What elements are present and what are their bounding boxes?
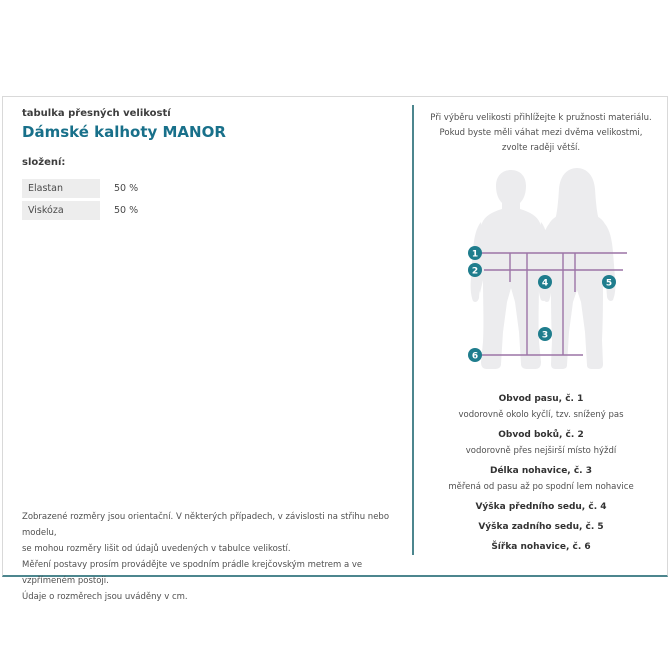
advice-line: Při výběru velikosti přihlížejte k pružnosti materiálu. bbox=[430, 113, 652, 123]
measure-marker-4 bbox=[538, 275, 552, 289]
legend-title: Délka nohavice, č. 3 bbox=[489, 466, 592, 476]
legend-item bbox=[413, 499, 669, 515]
legend-item bbox=[413, 427, 669, 459]
measure-marker-3 bbox=[538, 327, 552, 341]
measure-marker-6 bbox=[468, 348, 482, 362]
advice-line: Pokud byste měli váhat mezi dvěma velikostmi, bbox=[439, 128, 643, 138]
disclaimer-line: Zobrazené rozměry jsou orientační. V některých případech, v závislosti na střihu nebo modelu, bbox=[22, 512, 390, 538]
advice-line: zvolte raději větší. bbox=[501, 143, 581, 153]
legend-item bbox=[413, 539, 669, 555]
disclaimer-line: se mohou rozměry lišit od údajů uvedených v tabulce velikostí. bbox=[22, 544, 291, 554]
table-row bbox=[22, 201, 322, 220]
disclaimer-line: Údaje o rozměrech jsou uváděny v cm. bbox=[22, 592, 188, 602]
size-chart-panel bbox=[2, 96, 668, 602]
legend-title: Výška předního sedu, č. 4 bbox=[475, 502, 607, 512]
svg-text:5: 5 bbox=[605, 278, 613, 289]
svg-text:3: 3 bbox=[541, 330, 549, 341]
legend-desc: měřená od pasu až po spodní lem nohavice bbox=[448, 482, 634, 492]
legend-item bbox=[413, 463, 669, 495]
legend-desc: vodorovně přes nejširší místo hýždí bbox=[465, 446, 617, 456]
measurement-disclaimer bbox=[22, 509, 407, 605]
sizing-advice bbox=[415, 111, 667, 156]
measure-marker-2 bbox=[468, 263, 482, 277]
measure-marker-1 bbox=[468, 246, 482, 260]
legend-item bbox=[413, 519, 669, 535]
legend-desc: vodorovně okolo kyčlí, tzv. snížený pas bbox=[458, 410, 624, 420]
material-name-cell: Viskóza bbox=[22, 201, 100, 220]
product-title: Dámské kalhoty MANOR bbox=[22, 123, 226, 141]
material-percent-cell: 50 % bbox=[114, 205, 139, 216]
legend-title: Šířka nohavice, č. 6 bbox=[491, 542, 591, 552]
svg-text:1: 1 bbox=[471, 249, 479, 260]
material-percent-cell: 50 % bbox=[114, 183, 139, 194]
legend-title: Obvod pasu, č. 1 bbox=[498, 394, 584, 404]
measure-marker-5 bbox=[602, 275, 616, 289]
svg-text:4: 4 bbox=[541, 278, 549, 289]
composition-table bbox=[22, 179, 322, 223]
legend-item bbox=[413, 391, 669, 423]
legend-title: Obvod boků, č. 2 bbox=[498, 430, 584, 440]
svg-text:2: 2 bbox=[471, 266, 479, 277]
legend-title: Výška zadního sedu, č. 5 bbox=[478, 522, 604, 532]
composition-label: složení: bbox=[22, 157, 66, 168]
table-row bbox=[22, 179, 322, 198]
material-name-cell: Elastan bbox=[22, 179, 100, 198]
svg-text:6: 6 bbox=[471, 351, 479, 362]
body-measurement-diagram bbox=[445, 162, 665, 377]
disclaimer-line: Měření postavy prosím provádějte ve spodním prádle krejčovským metrem a ve vzpřímeném postoji. bbox=[22, 560, 363, 586]
size-table-eyebrow: tabulka přesných velikostí bbox=[22, 108, 171, 119]
female-silhouette-figure bbox=[539, 168, 616, 369]
measurement-legend bbox=[413, 391, 669, 559]
